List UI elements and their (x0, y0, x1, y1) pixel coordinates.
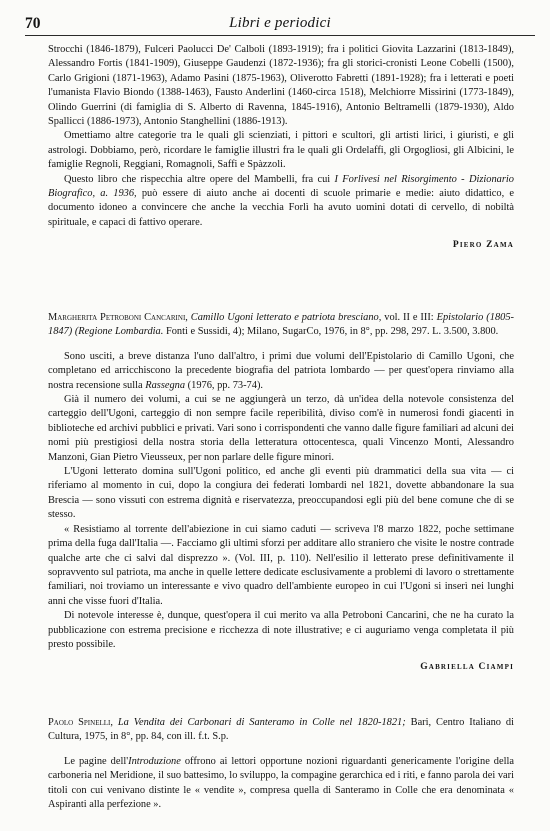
paragraph: Le pagine dell'Introduzione offrono ai lettori opportune nozioni riguardanti genericamente l'origine della carboneria nel Meridione, il suo battesimo, lo sviluppo, la compagine gerarchica ed i riti, e fanno parola dei vari titoli con cui venivano distinte le « vendite », compresa quella di Santeramo in Colle che era denominata « Aspiranti alla perfezione ». (48, 755, 514, 811)
paragraph: Di notevole interesse è, dunque, quest'opera il cui merito va alla Petroboni Cancarini, che ne ha curato la pubblicazione con estrema precisione e ricchezza di note illustrative; e ci auguriamo venga completata il più presto possibile. (48, 610, 514, 650)
previous-review-section (48, 43, 514, 253)
paragraph: Strocchi (1846-1879), Fulceri Paolucci De' Calboli (1893-1919); fra i politici Giovita Lazzarini (1813-1849), Alessandro Fortis (1841-1909), Giuseppe Gaudenzi (1872-1936); fra gli storici-cronisti Leone Cobelli (1500), Carlo Grigioni (1871-1963), Adamo Pasini (1875-1963), Oliverotto Fabretti (1891-1928); fra i letterati e poeti l'umanista Flavio Biondo (1388-1463), Fausto Anderlini (1460-circa 1518), Melchiorre Missirini (1773-1849), Olindo Guerrini (di famiglia di S. Alberto di Ravenna, 1845-1916), Antonio Beltramelli (1879-1930), Aldo Spallicci (1886-1973), Antonio Stanghellini (1886-1913). (48, 44, 514, 128)
review-carbonari (48, 716, 514, 812)
review-author: Margherita Petroboni Cancarini, (48, 312, 188, 323)
review-title: La Vendita dei Carbonari di Santeramo in Colle nel 1820-1821; (117, 717, 406, 728)
review-title: Camillo Ugoni letterato e patriota bresciano, (190, 312, 382, 323)
paragraph: Questo libro che rispecchia altre opere del Mambelli, fra cui I Forlivesi nel Risorgimento - Dizionario Biografico, a. 1936, può essere di aiuto anche ai docenti di scuole primarie e medie: aiuto didattico, e documento idoneo a convincere che anche la vecchia Forlì ha avuto uomini dotati di cervello, di nobiltà spirituale, e capaci di fattivo operare. (48, 173, 514, 228)
book-title: I Forlivesi nel Risorgimento - Dizionario Biografico, a. 1936, (48, 173, 514, 200)
bibliographic-entry: Margherita Petroboni Cancarini, Camillo Ugoni letterato e patriota bresciano, vol. II e III: Epistolario (1805-1847) (Regione Lombardia. Fonti e Sussidi, 4); Milano, SugarCo, 1976, in 8°, pp. 298, 297. L. 3.500, 3.800. (48, 312, 514, 338)
page-header (25, 13, 535, 36)
paragraph: Sono usciti, a breve distanza l'uno dall'altro, i primi due volumi dell'Epistolario di Camillo Ugoni, che completano ed arricchiscono la precedente biografia del patriota lombardo — per quest'opera rinviamo alla nostra recensione sulla Rassegna (1976, pp. 73-74). (48, 350, 514, 391)
running-title: Libri e periodici (229, 15, 331, 31)
paragraph: Omettiamo altre categorie tra le quali gli scienziati, i pittori e scultori, gli artisti lirici, i giuristi, e gli astrologi. Dobbiamo, però, ricordare le famiglie illustri fra le quali gli Ordelaffi, gli Orgogliosi, gli Albicini, le famiglie Regnoli, Reggiani, Romagnoli, Saffi e Spàzzoli. (48, 130, 514, 171)
bibliographic-entry: Paolo Spinelli, La Vendita dei Carbonari di Santeramo in Colle nel 1820-1821; Bari, Centro Italiano di Cultura, 1975, in 8°, pp. 84, con ill. f.t. S.p. (48, 717, 514, 743)
review-author: Paolo Spinelli, (48, 717, 113, 728)
paragraph: L'Ugoni letterato domina sull'Ugoni politico, ed anche gli eventi più drammatici della sua vita — ci riferiamo al momento in cui, dopo la congiura dei federati lombardi nel 1821, dovette abbandonare la sua Brescia — sono vissuti con estrema dignità e riservatezza, preoccupandosi egli più del bene comune che di se stesso. (48, 466, 514, 521)
reviewer-signature: Gabriella Ciampi (420, 662, 514, 673)
paragraph: Già il numero dei volumi, a cui se ne aggiungerà un terzo, dà un'idea della notevole consistenza del carteggio dell'Ugoni, carteggio di non sempre facile reperibilità, diviso com'è in numerosi fondi giacenti in biblioteche ed archivi pubblici e privati. Vari sono i corrispondenti che vanno dalle figure familiari ad alcuni dei nomi più prestigiosi della nostra storia della letteratura ottocentesca, quali Vincenzo Monti, Alessandro Manzoni, Gian Pietro Vieusseux, per non parlare delle figure minori. (48, 394, 514, 463)
review-ugoni (48, 311, 514, 675)
page-number: 70 (25, 15, 41, 32)
paragraph: « Resistiamo al torrente dell'abiezione in cui siamo caduti — scriveva l'8 marzo 1822, poche settimane prima della fuga dall'Italia —. Facciamo gli ultimi sforzi per additare allo straniero che visite le nostre contrade qualche arte che ci salvi dal disprezzo ». (Vol. III, p. 110). Nell'esilio il letterato prese definitivamente il sopravvento sul patriota, ma anche in quelle lettere dedicate esclusivamente a problemi di lavoro o strettamente familiari, noi troviamo un interessante e vivo quadro dell'ambiente europeo in cui l'Ugoni si inserì nei lunghi anni che visse fuori d'Italia. (48, 523, 514, 607)
reviewer-signature: Piero Zama (452, 240, 514, 251)
